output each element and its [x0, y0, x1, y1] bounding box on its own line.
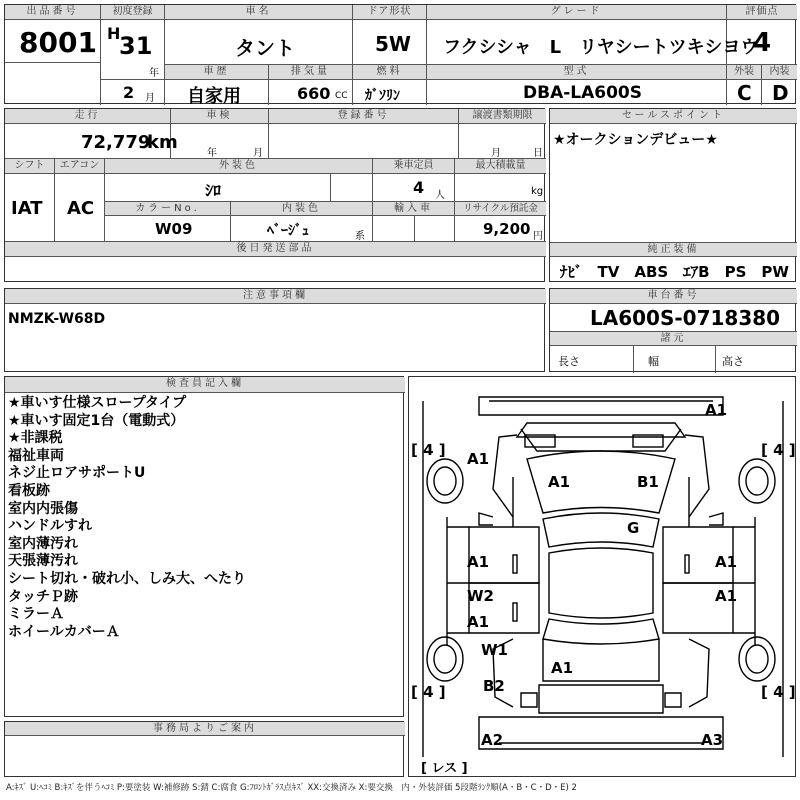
inspection-label: 車検 [171, 109, 269, 124]
score: 4 [753, 28, 772, 58]
grade-label: グレード [427, 5, 727, 20]
door-type: 5W [375, 32, 411, 56]
cc-unit: CC [335, 91, 348, 101]
interior-color-label: 内装色 [231, 202, 373, 216]
ext-rating: C [737, 81, 752, 105]
recycle-cell [455, 216, 546, 242]
load-cell [455, 174, 546, 202]
inspector-note: タッチＰ跡 [8, 588, 78, 605]
inspector-label: 検査員記入欄 [5, 377, 405, 393]
km-unit: km [147, 132, 178, 153]
insp-year-unit: 年 [207, 148, 217, 159]
ext-label: 外装 [727, 65, 762, 80]
grade: フクシシャ L リヤシートツキシヨウ [443, 37, 759, 58]
lot-number: 8001 [19, 26, 97, 59]
shift-label: シフト [5, 159, 55, 174]
interior-color-cell [231, 216, 373, 242]
transfer-cell [459, 124, 546, 159]
mark-bumper-right: A3 [701, 731, 724, 749]
history-label: 車歴 [165, 65, 269, 80]
recycle-fee: 9,200 [483, 220, 531, 238]
later-parts-label: 後日発送部品 [5, 242, 546, 257]
import-label: 輸入車 [373, 202, 455, 216]
equipment-items: ﾅﾋﾞ TV ABS ｴｱB PS PW [560, 263, 789, 281]
mark-rear-roof: A1 [551, 659, 574, 677]
sales-point-text: ★オークションデビュー★ [553, 132, 718, 148]
transfer-label: 譲渡書類期限 [459, 109, 546, 124]
car-outline [409, 377, 797, 778]
spec-label: 諸元 [550, 332, 797, 346]
sales-point-label: セールスポイント [550, 109, 797, 124]
mark-quarter-left: W1 [481, 641, 508, 659]
model: DBA-LA600S [523, 83, 642, 103]
capacity-unit: 人 [435, 190, 445, 201]
displacement-label: 排気量 [269, 65, 353, 80]
width-label: 幅 [648, 355, 659, 368]
inspector-note: ネジ止ロアサポートU [8, 465, 146, 482]
color: ｼﾛ [205, 181, 222, 200]
inspector-note: ★非課税 [8, 430, 63, 447]
mileage: 72,779 [81, 132, 151, 153]
mark-door-fr: A1 [715, 553, 738, 571]
mark-door-fl: A1 [467, 553, 490, 571]
caution-section [4, 288, 545, 372]
mark-side-right: A1 [715, 587, 738, 605]
car-name-cell [165, 20, 353, 65]
mark-side-left-a: W2 [467, 587, 494, 605]
inspector-notes [8, 395, 246, 641]
first-reg-year-cell [101, 20, 165, 80]
color-no: W09 [155, 220, 193, 238]
inspector-note: 天張薄汚れ [8, 553, 78, 570]
model-label: 型式 [427, 65, 727, 80]
capacity-label: 乗車定員 [373, 159, 455, 174]
spare-tire: [ レス ] [421, 761, 468, 776]
inspector-note: 室内薄汚れ [8, 535, 78, 552]
color-no-label: カラーNo. [105, 202, 231, 216]
load-unit: kg [531, 186, 544, 197]
month-unit: 月 [145, 93, 155, 104]
mark-top-right: A1 [705, 401, 728, 419]
displacement-cell [269, 80, 353, 105]
length-label: 長さ [558, 355, 580, 368]
displacement: 660 [297, 84, 331, 103]
insp-month-unit: 月 [253, 148, 263, 159]
kei-unit: 系 [355, 231, 365, 242]
chassis-number: LA600S-0718380 [590, 306, 781, 330]
mark-roof: G [627, 519, 640, 537]
lot-number-cell [5, 20, 101, 63]
history-cell [165, 80, 269, 105]
ac: AC [67, 198, 95, 219]
score-label: 評価点 [727, 5, 797, 20]
year-unit: 年 [149, 68, 159, 79]
transfer-month-unit: 月 [491, 148, 501, 159]
door-cell [353, 20, 427, 65]
color-no-cell [105, 216, 231, 242]
capacity-cell [373, 174, 455, 202]
door-label: ドア形状 [353, 5, 427, 20]
shift: IAT [11, 198, 43, 219]
header-section [4, 4, 796, 107]
equipment-label: 純正装備 [550, 242, 797, 257]
caution-text: NMZK-W68D [8, 311, 106, 327]
tire-front-right: [ 4 ] [761, 441, 796, 459]
first-reg-label: 初度登録 [101, 5, 165, 20]
mark-rear-left: B2 [483, 677, 505, 695]
shift-cell [5, 174, 55, 242]
chassis-number-cell [550, 304, 797, 332]
interior-color: ﾍﾞｰｼﾞｭ [267, 223, 309, 239]
fuel-label: 燃料 [353, 65, 427, 80]
car-name: タント [235, 36, 295, 60]
chassis-section [549, 288, 796, 372]
ext-cell [727, 80, 762, 105]
int-rating: D [772, 81, 789, 105]
inspector-note: 福祉車両 [8, 447, 64, 464]
import-cell-a [373, 216, 415, 242]
reg-no-cell [269, 124, 459, 159]
inspector-note: 看板跡 [8, 482, 50, 499]
capacity: 4 [413, 178, 425, 197]
inspector-note: ハンドルすれ [8, 518, 92, 535]
tire-rear-left: [ 4 ] [411, 683, 446, 701]
first-reg-month-cell [101, 80, 165, 105]
ac-label: エアコン [55, 159, 105, 174]
inspector-note: 室内内張傷 [8, 500, 78, 517]
inspector-note: ホイールカバーＡ [8, 623, 120, 640]
ac-cell [55, 174, 105, 242]
mark-hood-right: B1 [637, 473, 659, 491]
mark-front-left: A1 [467, 450, 490, 468]
reg-month: 2 [123, 83, 135, 102]
later-parts-cell [5, 257, 546, 283]
car-diagram [408, 376, 796, 777]
transfer-day-unit: 日 [533, 148, 543, 159]
color-label: 外装色 [105, 159, 373, 174]
vehicle-details-section [4, 108, 545, 282]
yen-unit: 円 [533, 231, 543, 242]
color-extra-cell [331, 174, 373, 202]
mileage-cell [5, 124, 178, 159]
int-cell [762, 80, 797, 105]
fuel: ｶﾞｿﾘﾝ [365, 88, 400, 104]
int-label: 内装 [762, 65, 797, 80]
length-cell [550, 346, 634, 373]
height-cell [716, 346, 797, 373]
reg-no-label: 登録番号 [269, 109, 459, 124]
fuel-cell [353, 80, 427, 105]
mileage-label: 走行 [5, 109, 171, 124]
car-name-label: 車名 [165, 5, 353, 20]
color-cell [105, 174, 331, 202]
grade-cell [427, 20, 759, 65]
era: H [107, 24, 121, 43]
lot-label: 出品番号 [5, 5, 101, 20]
mark-hood-left: A1 [548, 473, 571, 491]
lot-blank [5, 63, 101, 105]
inspection-cell [171, 124, 269, 159]
mark-bumper-left: A2 [481, 731, 504, 749]
caution-label: 注意事項欄 [5, 289, 546, 304]
sales-point-section [549, 108, 796, 282]
office-section [4, 721, 404, 777]
recycle-label: リサイクル預託金 [455, 202, 546, 216]
load-label: 最大積載量 [455, 159, 546, 174]
inspector-note: シート切れ・破れ小、しみ大、へたり [8, 570, 246, 587]
inspector-section [4, 376, 404, 717]
chassis-label: 車台番号 [550, 289, 797, 304]
tire-rear-right: [ 4 ] [761, 683, 796, 701]
width-cell [634, 346, 716, 373]
mark-door-rl: A1 [467, 613, 490, 631]
import-cell-b [415, 216, 455, 242]
history: 自家用 [187, 86, 241, 107]
model-cell [427, 80, 727, 105]
reg-year: 31 [119, 32, 153, 60]
height-label: 高さ [722, 355, 744, 368]
office-label: 事務局よりご案内 [5, 722, 405, 736]
inspector-note: ★車いす固定1台（電動式） [8, 412, 185, 429]
score-cell [727, 20, 797, 65]
inspector-note: ミラーＡ [8, 606, 64, 623]
inspector-note: ★車いす仕様スロープタイプ [8, 395, 187, 411]
legend: A:ｷｽﾞ U:ﾍｺﾐ B:ｷｽﾞを伴うﾍｺﾐ P:要塗装 W:補修跡 S:錆 C:腐食 G:ﾌﾛﾝﾄｶﾞﾗｽ点ｷｽﾞ XX:交換済み X:要交換 内・外装評価 5段階ﾗﾝｸ順(A・B・C・D・E) 2 [6, 783, 577, 793]
tire-front-left: [ 4 ] [411, 441, 446, 459]
